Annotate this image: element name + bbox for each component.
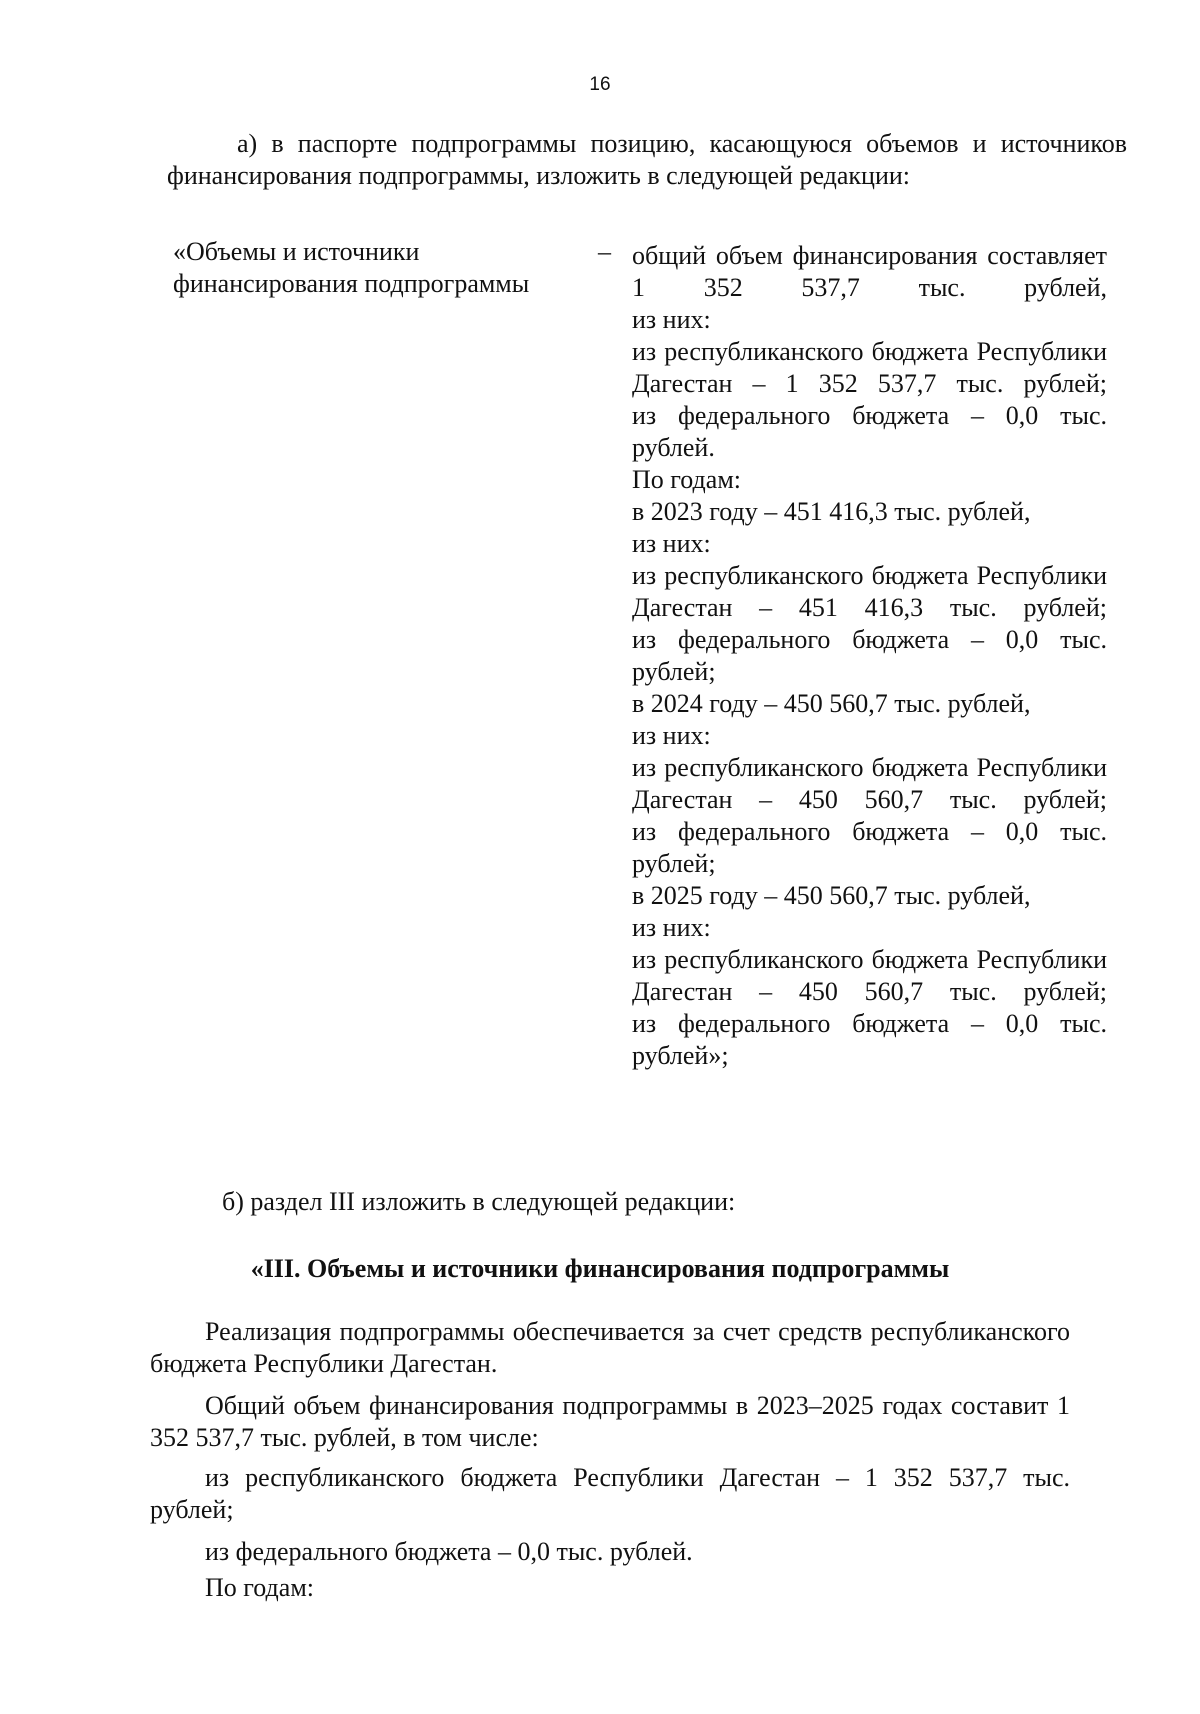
passport-line: из республиканского бюджета Республики Дагестан – 1 352 537,7 тыс. рублей; xyxy=(632,337,1107,398)
body-paragraph: Реализация подпрограммы обеспечивается за счет средств республиканского бюджета Республики Дагестан. xyxy=(150,1317,1070,1378)
passport-line: из них: xyxy=(632,913,711,942)
intro-paragraph: а) в паспорте подпрограммы позицию, касающуюся объемов и источников финансирования подпрограммы, изложить в следующей редакции: xyxy=(167,129,1127,190)
body-paragraph: По годам: xyxy=(205,1573,314,1602)
page-number: 16 xyxy=(589,74,611,95)
passport-line: из республиканского бюджета Республики Дагестан – 451 416,3 тыс. рублей; xyxy=(632,561,1107,622)
body-paragraph: из республиканского бюджета Республики Дагестан – 1 352 537,7 тыс. рублей; xyxy=(150,1463,1070,1524)
passport-line: из федерального бюджета – 0,0 тыс. рублей»; xyxy=(632,1009,1107,1070)
passport-line: из них: xyxy=(632,721,711,750)
passport-line: общий объем финансирования составляет 1 352 537,7 тыс. рублей, xyxy=(632,241,1107,302)
section-heading: «III. Объемы и источники финансирования подпрограммы xyxy=(250,1254,950,1283)
passport-line: из федерального бюджета – 0,0 тыс. рублей; xyxy=(632,625,1107,686)
passport-dash: – xyxy=(598,237,611,266)
passport-right-column xyxy=(632,240,1107,1072)
passport-line: из федерального бюджета – 0,0 тыс. рублей; xyxy=(632,817,1107,878)
passport-line: из республиканского бюджета Республики Дагестан – 450 560,7 тыс. рублей; xyxy=(632,753,1107,814)
passport-left-label: «Объемы и источники финансирования подпрограммы xyxy=(173,237,530,298)
passport-line: из них: xyxy=(632,305,711,334)
paragraph-b: б) раздел III изложить в следующей редакции: xyxy=(222,1187,736,1216)
body-paragraph: из федерального бюджета – 0,0 тыс. рублей. xyxy=(205,1537,693,1566)
passport-line: из них: xyxy=(632,529,711,558)
passport-line: в 2024 году – 450 560,7 тыс. рублей, xyxy=(632,689,1031,718)
passport-line: из федерального бюджета – 0,0 тыс. рублей. xyxy=(632,401,1107,462)
passport-line: в 2025 году – 450 560,7 тыс. рублей, xyxy=(632,881,1031,910)
passport-line: По годам: xyxy=(632,465,741,494)
passport-line: из республиканского бюджета Республики Дагестан – 450 560,7 тыс. рублей; xyxy=(632,945,1107,1006)
passport-line: в 2023 году – 451 416,3 тыс. рублей, xyxy=(632,497,1031,526)
body-paragraph: Общий объем финансирования подпрограммы в 2023–2025 годах составит 1 352 537,7 тыс. рублей, в том числе: xyxy=(150,1391,1070,1452)
